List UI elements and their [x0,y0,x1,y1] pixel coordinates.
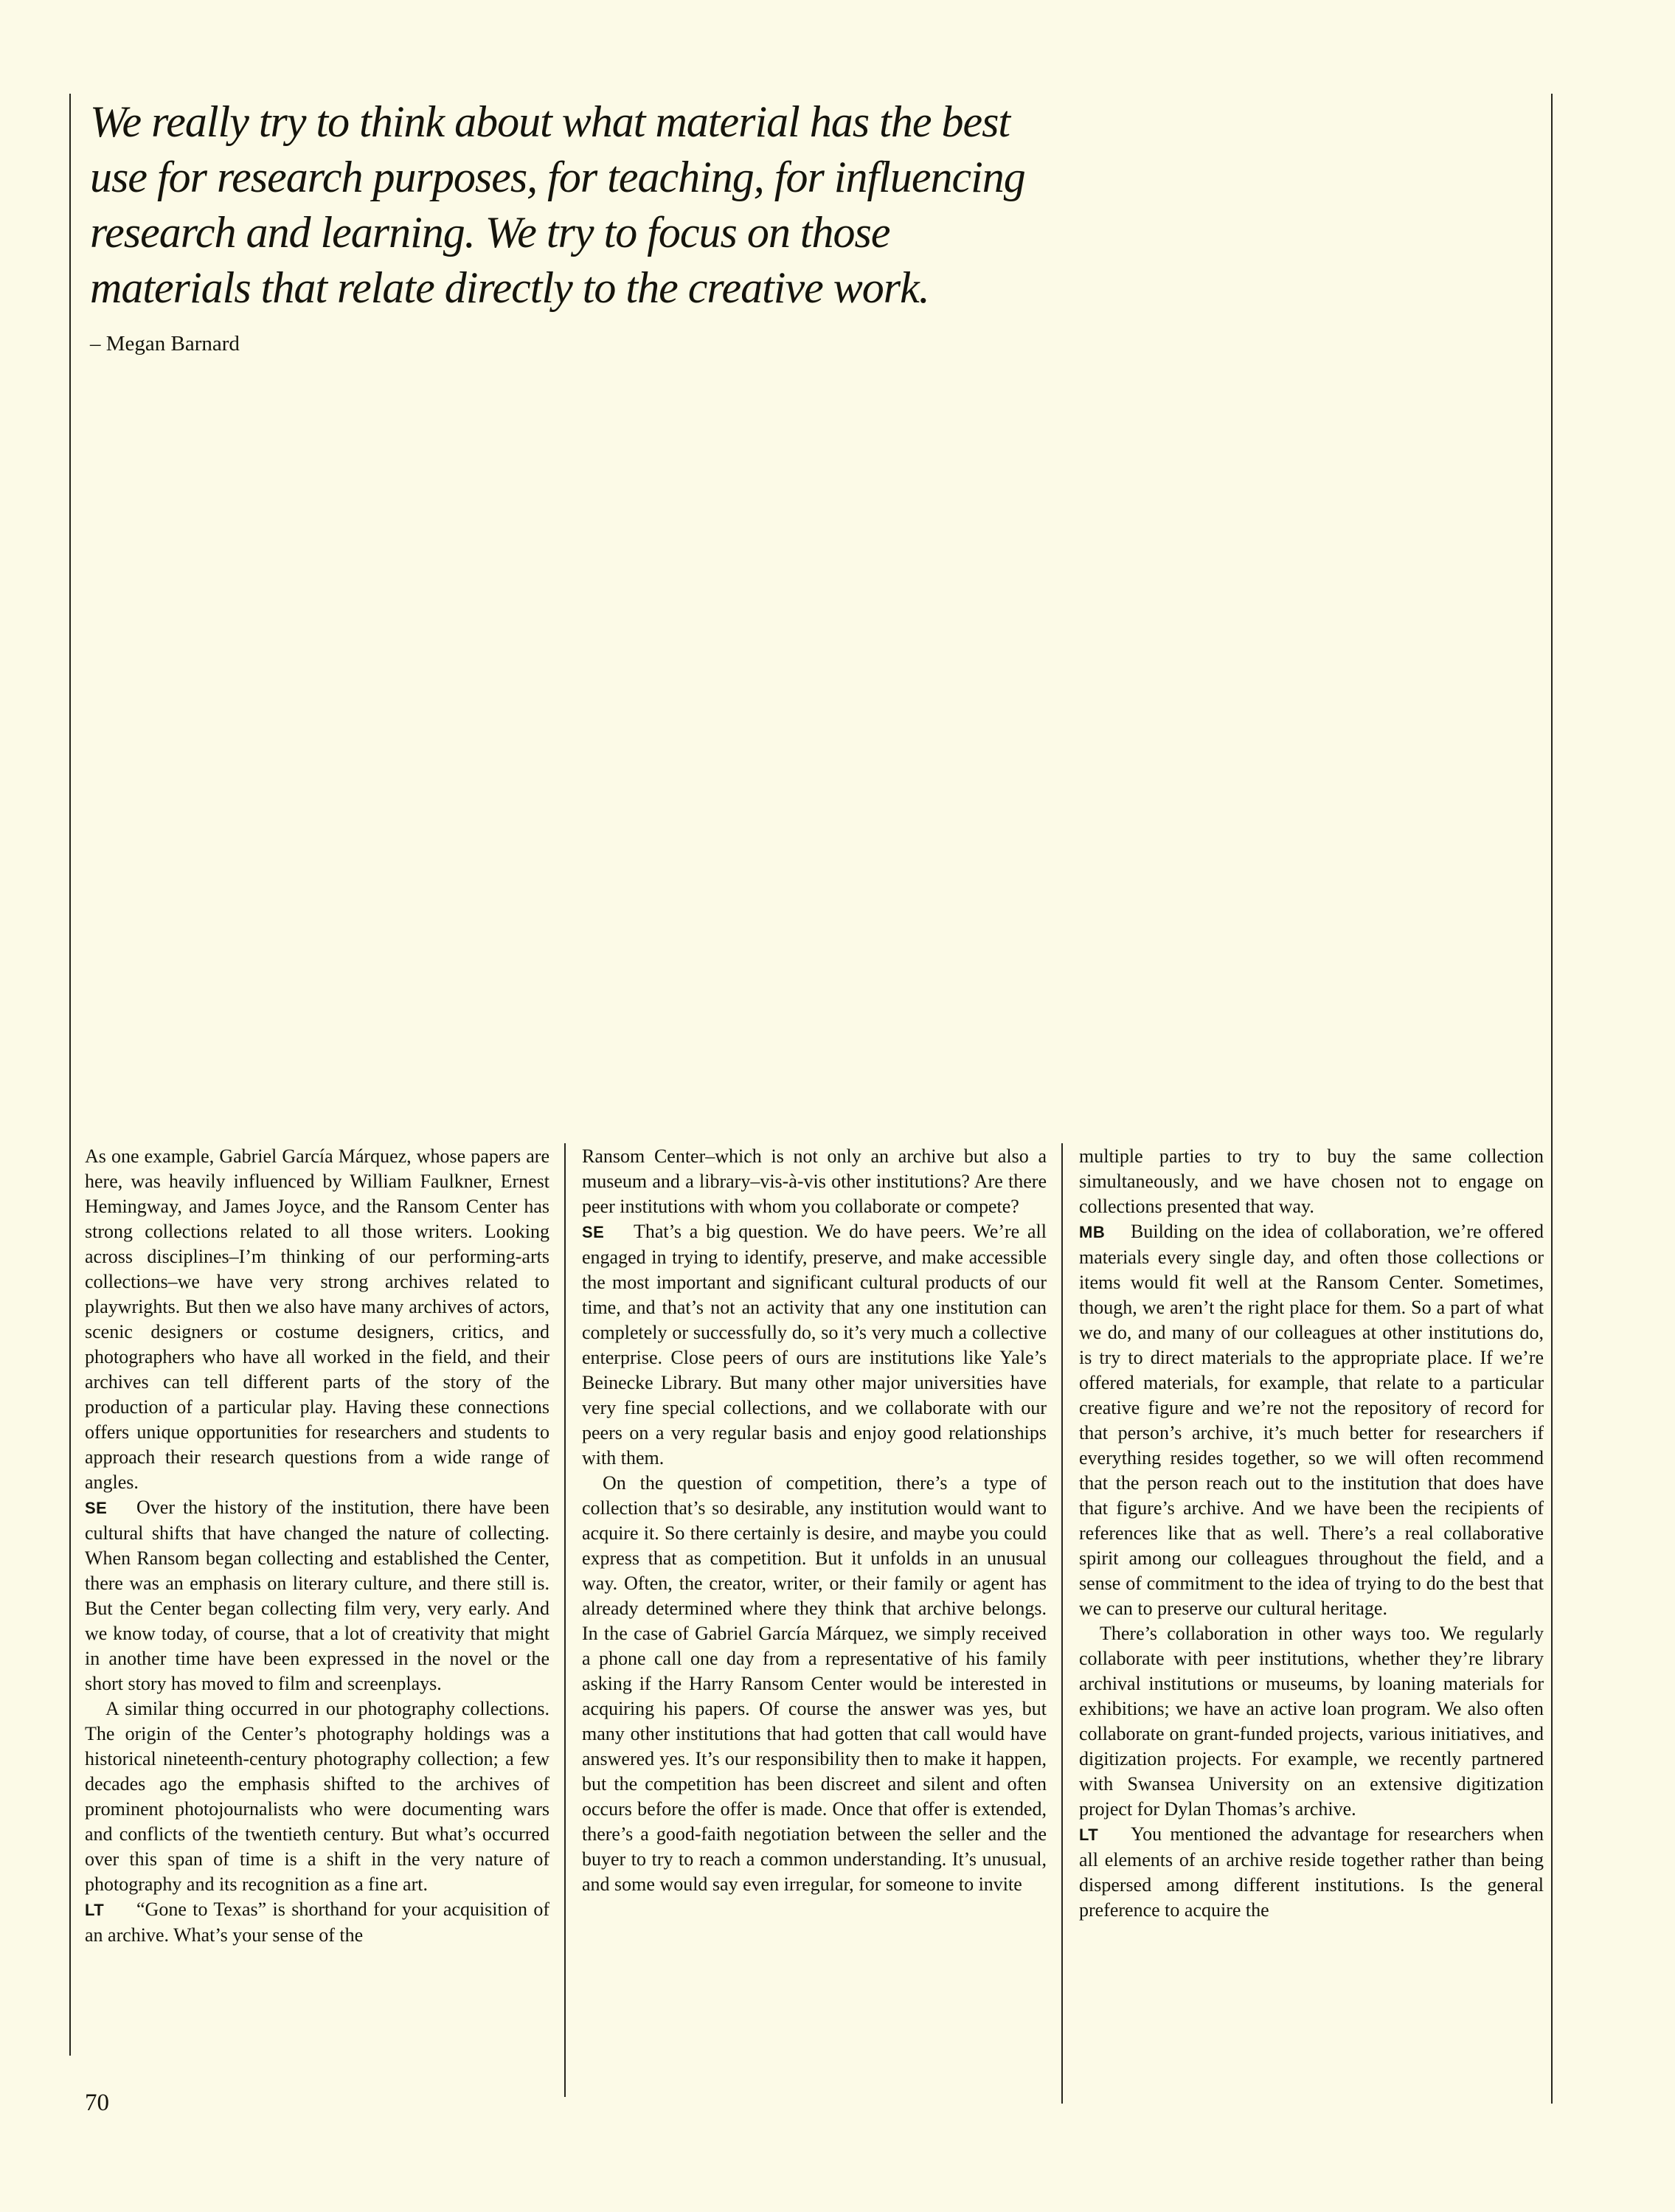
speaker-label: MB [1079,1223,1106,1241]
paragraph: There’s collaboration in other ways too. We regularly collaborate with peer institutions, whether they’re library archival institutions or museums, by loaning materials for exhibitions; we have an active loan program. We also often collaborate on grant-funded projects, various initiatives, and digitization projects. For example, we recently partnered with Swansea University on an extensive digitization project for Dylan Thomas’s archive. [1079,1623,1544,1820]
speaker-label: SE [85,1499,108,1517]
article-column-1 [85,1144,549,2107]
paragraph: LT You mentioned the advantage for researchers when all elements of an archive reside together rather than being dispersed among different institutions. Is the general preference to acquire the [1079,1823,1544,1921]
pull-quote-line: materials that relate directly to the creative work. [90,263,929,312]
page-number: 70 [85,2090,109,2116]
article-body [85,1144,1544,2107]
paragraph: MB Building on the idea of collaboration, we’re offered materials every single day, and often those collections or items would fit well at the Ransom Center. Sometimes, though, we aren’t the right place for them. So a part of what we do, and many of our colleagues at other institutions do, is try to direct materials to the appropriate place. If we’re offered materials, for example, that relate to a particular creative figure and we’re not the repository of record for that person’s archive, it’s much better for researchers if everything resides together, so we will often recommend that the person reach out to the institution that does have that figure’s archive. And we have been the recipients of references like that as well. There’s a real collaborative spirit among our colleagues throughout the field, and a sense of commitment to the idea of trying to do the best that we can to preserve our cultural heritage. [1079,1221,1544,1619]
pull-quote-line: We really try to think about what material has the best [90,97,1010,146]
paragraph: A similar thing occurred in our photography collections. The origin of the Center’s photography holdings was a historical nineteenth-century photography collection; a few decades ago the emphasis shifted to the archives of prominent photojournalists who were documenting wars and conflicts of the twentieth century. But what’s occurred over this span of time is a shift in the very nature of photography and its recognition as a fine art. [85,1698,549,1895]
speaker-label: LT [1079,1826,1099,1844]
paragraph: multiple parties to try to buy the same collection simultaneously, and we have chosen not to engage on collections presented that way. [1079,1145,1544,1217]
right-margin-rule [1551,94,1553,2104]
pull-quote-line: research and learning. We try to focus on those [90,208,890,257]
paragraph: Ransom Center–which is not only an archive but also a museum and a library–vis-à-vis other institutions? Are there peer institutions with whom you collaborate or compete? [582,1145,1047,1217]
pull-quote-line: use for research purposes, for teaching, for influencing [90,153,1025,201]
paragraph: SE That’s a big question. We do have peers. We’re all engaged in trying to identify, preserve, and make accessible the most important and significant cultural products of our time, and that’s not an activity that any one institution can completely or successfully do, so it’s very much a collective enterprise. Close peers of ours are institutions like Yale’s Beinecke Library. But many other major universities have very fine special collections, and we collaborate with our peers on a very regular basis and enjoy good relationships with them. [582,1221,1047,1469]
speaker-label: LT [85,1901,105,1919]
pull-quote [90,94,1491,316]
article-column-3 [1079,1144,1544,2107]
paragraph: As one example, Gabriel García Márquez, whose papers are here, was heavily influenced by William Faulkner, Ernest Hemingway, and James Joyce, and the Ransom Center has strong collections related to all those writers. Looking across disciplines–I’m thinking of our performing-arts collections–we have very strong archives related to playwrights. But then we also have many archives of actors, scenic designers or costume designers, critics, and photographers who have all worked in the field, and their archives can tell different parts of the story of the production of a particular play. Having these connections offers unique opportunities for researchers and students to approach their research questions from a wide range of angles. [85,1145,549,1493]
paragraph: SE Over the history of the institution, there have been cultural shifts that have changed the nature of collecting. When Ransom began collecting and established the Center, there was an emphasis on literary culture, and there still is. But the Center began collecting film very, very early. And we know today, of course, that a lot of creativity that might in another time have been expressed in the novel or the short story has moved to film and screenplays. [85,1497,549,1694]
paragraph: On the question of competition, there’s a type of collection that’s so desirable, any institution would want to acquire it. So there certainly is desire, and maybe you could express that as competition. But it unfolds in an unusual way. Often, the creator, writer, or their family or agent has already determined where they think that archive belongs. In the case of Gabriel García Márquez, we simply received a phone call one day from a representative of his family asking if the Harry Ransom Center would be interested in acquiring his papers. Of course the answer was yes, but many other institutions that had gotten that call would have answered yes. It’s our responsibility then to make it happen, but the competition has been discreet and silent and often occurs before the offer is made. Once that offer is extended, there’s a good-faith negotiation between the seller and the buyer to try to reach a common understanding. It’s unusual, and some would say even irregular, for someone to invite [582,1472,1047,1895]
left-margin-rule [69,94,71,2056]
pull-quote-attribution: – Megan Barnard [90,332,240,356]
paragraph: LT “Gone to Texas” is shorthand for your acquisition of an archive. What’s your sense of the [85,1899,549,1946]
speaker-label: SE [582,1223,605,1241]
article-column-2 [582,1144,1047,2107]
